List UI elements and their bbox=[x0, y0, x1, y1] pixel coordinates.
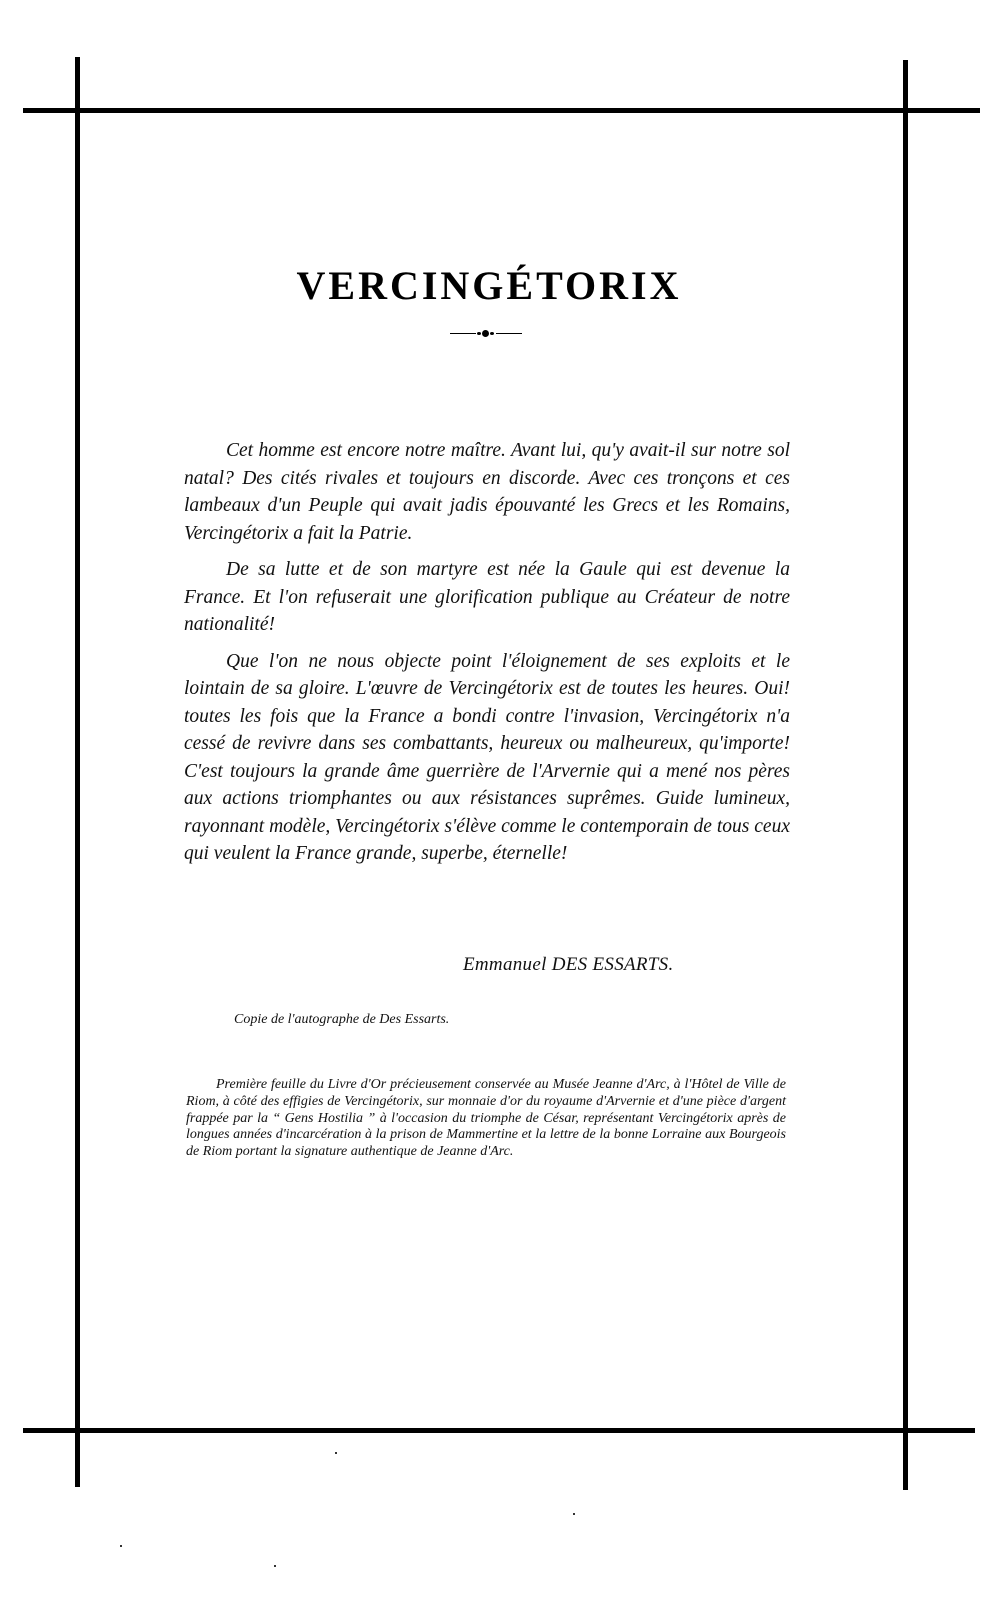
title-ornament-divider bbox=[450, 330, 522, 338]
scan-speck bbox=[120, 1545, 122, 1547]
caption: Copie de l'autographe de Des Essarts. bbox=[234, 1012, 450, 1027]
body-text bbox=[184, 437, 790, 877]
ornament-dot-center bbox=[482, 330, 489, 337]
page-title: VERCINGÉTORIX bbox=[296, 263, 682, 308]
paragraph: Cet homme est encore notre maître. Avant lui, qu'y avait-il sur notre sol natal? Des cités rivales et toujours en discorde. Avec ces tronçons et ces lambeaux d'un Peuple qui avait jadis épouvanté les Grecs et les Romains, Vercingétorix a fait la Patrie. bbox=[184, 440, 790, 544]
scan-speck bbox=[335, 1452, 337, 1454]
frame-rule-bottom bbox=[23, 1428, 975, 1433]
ornament-line-right bbox=[496, 333, 522, 334]
ornament-dot-left bbox=[477, 332, 481, 335]
scan-speck bbox=[274, 1565, 276, 1567]
paragraph: De sa lutte et de son martyre est née la Gaule qui est devenue la France. Et l'on refuserait une glorification publique au Créateur de notre nationalité! bbox=[184, 559, 790, 635]
ornament-dot-right bbox=[490, 332, 494, 335]
paragraph: Que l'on ne nous objecte point l'éloignement de ses exploits et le lointain de sa gloire. L'œuvre de Vercingétorix est de toutes les heures. Oui! toutes les fois que la France a bondi contre l'invasion, Vercingétorix n'a cessé de revivre dans ses combattants, heureux ou malheureux, qu'importe! C'est toujours la grande âme guerrière de l'Arvernie qui a mené nos pères aux actions triomphantes ou aux résistances suprêmes. Guide lumineux, rayonnant modèle, Vercingétorix s'élève comme le contemporain de tous ceux qui veulent la France grande, superbe, éternelle! bbox=[184, 650, 790, 864]
frame-rule-top bbox=[23, 108, 980, 113]
author-signature: Emmanuel DES ESSARTS. bbox=[463, 954, 674, 975]
footnote-text: Première feuille du Livre d'Or précieusement conservée au Musée Jeanne d'Arc, à l'Hôtel de Ville de Riom, à côté des effigies de Vercingétorix, sur monnaie d'or du royaume d'Arvernie et d'une pièce d'argent frappée par la “ Gens Hostilia ” à l'occasion du triomphe de César, représentant Vercingétorix après de longues années d'incarcération à la prison de Mammertine et la lettre de la bonne Lorraine aux Bourgeois de Riom portant la signature authentique de Jeanne d'Arc. bbox=[186, 1077, 786, 1160]
footnote bbox=[186, 1077, 786, 1161]
scan-speck bbox=[573, 1513, 575, 1515]
ornament-line-left bbox=[450, 333, 476, 334]
